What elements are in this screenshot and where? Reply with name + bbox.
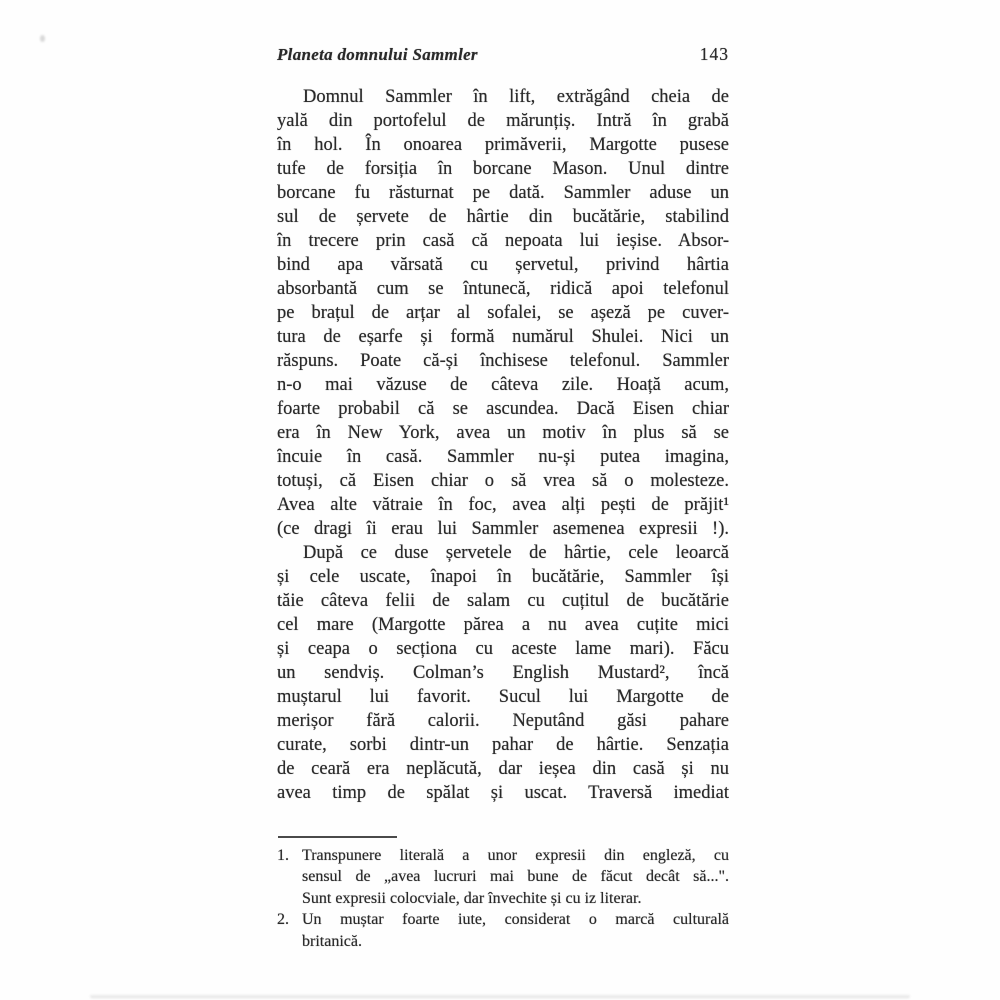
footnote bbox=[277, 845, 729, 909]
text-line: Domnul Sammler în lift, extrăgând cheia de bbox=[303, 87, 729, 107]
footnote-text bbox=[302, 845, 729, 909]
text-line: (ce dragi îi erau lui Sammler asemenea expresii !). bbox=[277, 519, 729, 539]
scan-artifact bbox=[40, 35, 45, 42]
text-line: totuși, că Eisen chiar o să vrea să o molesteze. bbox=[277, 471, 729, 491]
text-line: avea timp de spălat și uscat. Traversă imediat bbox=[277, 783, 729, 803]
footnote bbox=[277, 909, 729, 952]
page-number: 143 bbox=[699, 44, 729, 64]
text-line: merișor fără calorii. Neputând găsi pahare bbox=[277, 711, 729, 731]
text-line: borcane fu răsturnat pe dată. Sammler aduse un bbox=[277, 183, 729, 203]
footnote-line: Transpunere literală a unor expresii din engleză, cu bbox=[302, 847, 729, 864]
paragraph bbox=[277, 541, 729, 805]
footnote-line: Un muștar foarte iute, considerat o marcă culturală bbox=[302, 911, 729, 929]
text-line: bind apa vărsată cu șervetul, privind hârtia bbox=[277, 255, 729, 275]
text-line: în trecere prin casă că nepoata lui ieșise. Absor- bbox=[277, 231, 729, 251]
text-line: absorbantă cum se întunecă, ridică apoi telefonul bbox=[277, 279, 729, 299]
text-line: yală din portofelul de mărunțiș. Intră în grabă bbox=[277, 111, 729, 131]
body-text bbox=[277, 85, 729, 805]
text-line: tăie câteva felii de salam cu cuțitul de bucătărie bbox=[277, 591, 729, 611]
page-header bbox=[277, 44, 729, 65]
footnote-text bbox=[302, 909, 729, 952]
footnote-number: 1. bbox=[277, 847, 289, 864]
text-line: tufe de forsiția în borcane Mason. Unul dintre bbox=[277, 159, 729, 179]
text-line: pe brațul de arțar al sofalei, se așeză pe cuver- bbox=[277, 303, 729, 323]
footnote-number: 2. bbox=[277, 911, 289, 929]
footnotes bbox=[277, 845, 729, 952]
footnote-separator bbox=[278, 836, 397, 838]
text-line: în hol. În onoarea primăverii, Margotte pusese bbox=[277, 135, 729, 155]
running-title: Planeta domnului Sammler bbox=[277, 45, 478, 64]
paragraph bbox=[277, 85, 729, 541]
text-line: răspuns. Poate că-și închisese telefonul. Sammler bbox=[277, 351, 729, 371]
text-line: tura de eșarfe și formă numărul Shulei. Nici un bbox=[277, 327, 729, 347]
text-line: n-o mai văzuse de câteva zile. Hoață acum, bbox=[277, 375, 729, 395]
footnote-line: britanică. bbox=[302, 932, 362, 950]
text-line: era în New York, avea un motiv în plus să se bbox=[277, 423, 729, 443]
text-line: încuie în casă. Sammler nu-și putea imagina, bbox=[277, 447, 729, 467]
footnote-line: sensul de „avea lucruri mai bune de făcut decât să...". bbox=[302, 868, 729, 886]
text-line: și ceapa o secționa cu aceste lame mari). Făcu bbox=[277, 639, 729, 659]
text-line: curate, sorbi dintr-un pahar de hârtie. Senzația bbox=[277, 735, 729, 755]
text-line: foarte probabil că se ascundea. Dacă Eisen chiar bbox=[277, 399, 729, 419]
footnote-line: Sunt expresii colocviale, dar învechite și cu iz literar. bbox=[302, 889, 642, 907]
text-line: Avea alte vătraie în foc, avea alți pești de prăjit¹ bbox=[277, 495, 729, 515]
text-line: de ceară era neplăcută, dar ieșea din casă și nu bbox=[277, 759, 729, 779]
text-line: După ce duse șervetele de hârtie, cele leoarcă bbox=[303, 543, 729, 563]
text-line: muștarul lui favorit. Sucul lui Margotte de bbox=[277, 687, 729, 707]
text-line: un sendviș. Colman’s English Mustard², încă bbox=[277, 663, 729, 683]
text-line: sul de șervete de hârtie din bucătărie, stabilind bbox=[277, 207, 729, 227]
text-line: și cele uscate, înapoi în bucătărie, Sammler își bbox=[277, 567, 729, 587]
text-line: cel mare (Margotte părea a nu avea cuțite mici bbox=[277, 615, 729, 635]
page-bottom-edge-shadow bbox=[90, 994, 910, 998]
